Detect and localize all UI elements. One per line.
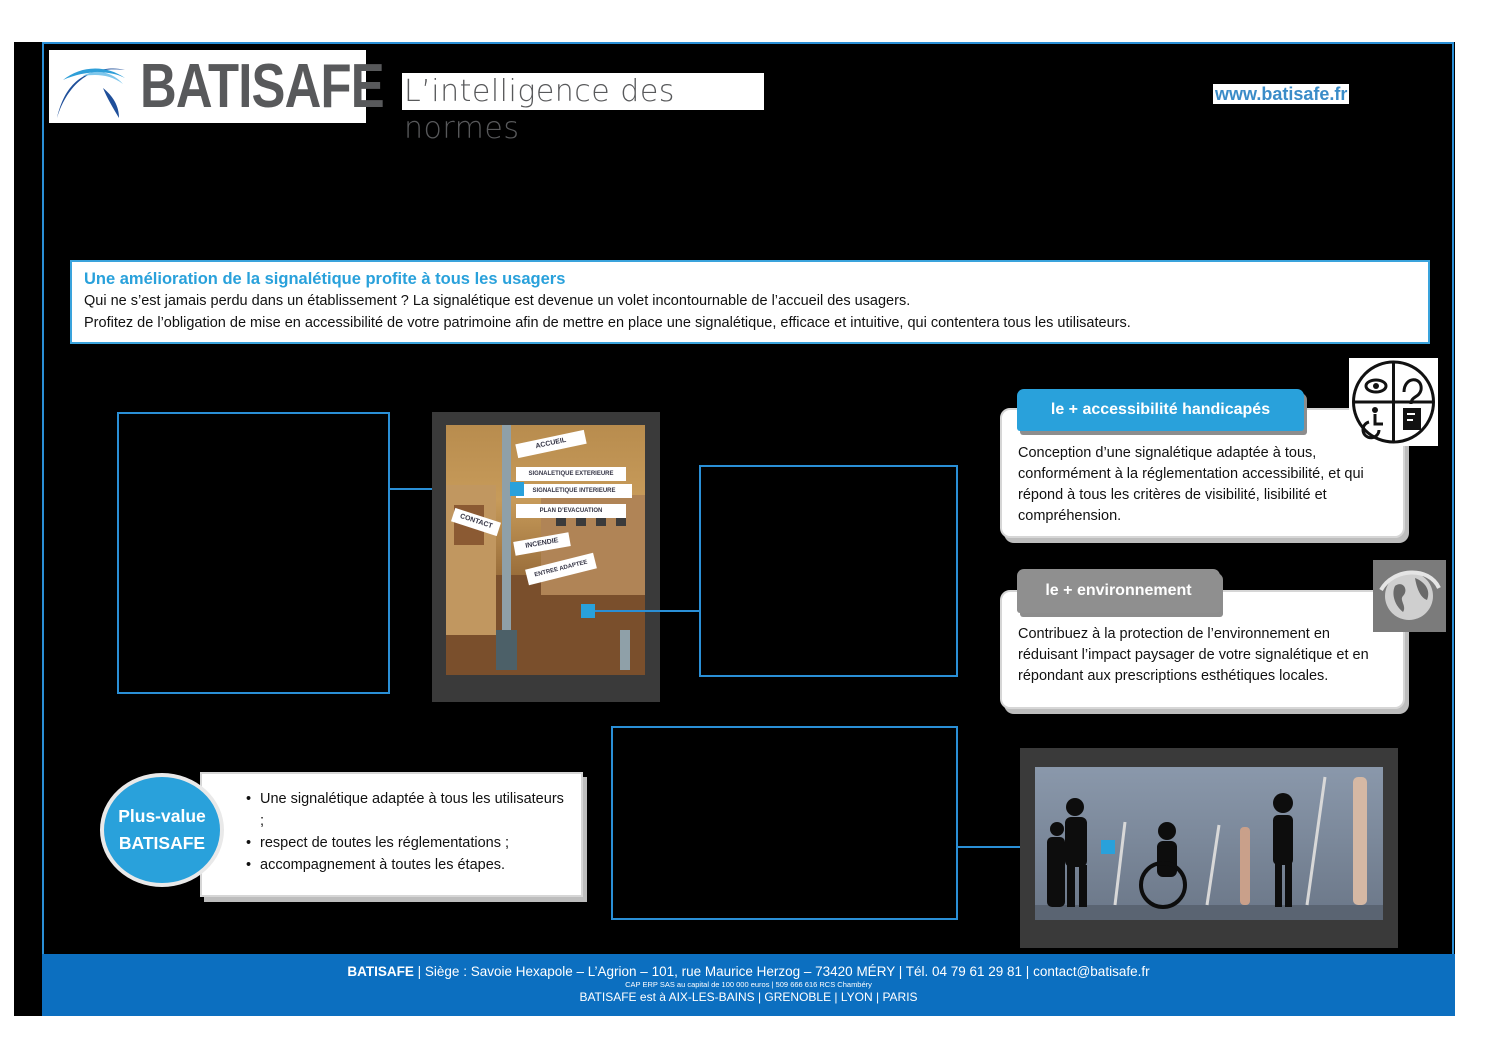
list-item: • respect de toutes les réglementations ; — [246, 832, 566, 854]
list-item: • Une signalétique adaptée à tous les utilisateurs ; — [246, 788, 566, 832]
silhouettes-photo — [1035, 767, 1383, 920]
environment-text: Contribuez à la protection de l’environnement en réduisant l’impact paysager de votre signalétique et en répondant aux prescriptions esthétiques locales. — [1018, 626, 1369, 684]
sign-entree-adaptee: ENTREE ADAPTEE — [525, 553, 597, 585]
marker-square — [1101, 840, 1115, 854]
sign-accueil: ACCUEIL — [515, 430, 586, 458]
connector-line — [595, 610, 700, 612]
globe-icon — [1373, 560, 1446, 632]
tagline: L’intelligence des normes — [402, 73, 764, 110]
tab-environment[interactable]: le + environnement — [1017, 569, 1220, 613]
logo-text: BATISAFE — [140, 52, 384, 121]
intro-line-2: Profitez de l’obligation de mise en accessibilité de votre patrimoine afin de mettre en place une signalétique, efficace et intuitive, qui contentera tous les utilisateurs. — [84, 315, 1131, 331]
sign-signaletique-exterieure: SIGNALETIQUE EXTERIEURE — [516, 467, 626, 481]
image-placeholder-middle — [699, 465, 958, 677]
intro-line-1: Qui ne s’est jamais perdu dans un établissement ? La signalétique est devenue un volet incontournable de l’accueil des usagers. — [84, 293, 911, 309]
plus-value-line1: Plus-value — [118, 806, 206, 826]
plus-value-list — [246, 788, 566, 876]
intro-box — [70, 260, 1430, 344]
marker-square — [581, 604, 595, 618]
marker-square — [510, 482, 524, 496]
silhouettes-illustration — [1035, 767, 1383, 920]
plus-value-badge — [100, 773, 224, 887]
website-link[interactable]: www.batisafe.fr — [1215, 84, 1348, 104]
logo[interactable] — [49, 50, 384, 123]
sign-incendie: INCENDIE — [513, 532, 571, 556]
accessibility-text: Conception d’une signalétique adaptée à tous, conformément à la réglementation accessibilité, et qui répond à tous les critères de visibilité, lisibilité et compréhension. — [1018, 445, 1364, 524]
image-placeholder-bottom — [611, 726, 958, 920]
footer-address: | Siège : Savoie Hexapole – L’Agrion – 101, rue Maurice Herzog – 73420 MÉRY | Tél. 04 79 61 29 81 | contact@batisafe.fr — [413, 964, 1150, 979]
plus-value-line2: BATISAFE — [118, 833, 206, 853]
list-item: • accompagnement à toutes les étapes. — [246, 854, 566, 876]
sign-contact: CONTACT — [451, 508, 501, 536]
signpost-photo — [446, 425, 645, 675]
sign-signaletique-interieure: SIGNALETIQUE INTERIEURE — [516, 484, 632, 498]
footer-line-2: CAP ERP SAS au capital de 100 000 euros | 509 666 616 RCS Chambéry — [625, 980, 872, 989]
footer — [42, 954, 1455, 1016]
footer-line-3: BATISAFE est à AIX-LES-BAINS | GRENOBLE | LYON | PARIS — [579, 990, 918, 1004]
sign-plan-evacuation: PLAN D’EVACUATION — [516, 504, 626, 518]
accessibility-icons — [1349, 358, 1438, 446]
footer-line-1 — [42, 954, 1455, 980]
footer-company: BATISAFE — [347, 964, 414, 979]
tab-accessibility[interactable]: le + accessibilité handicapés — [1017, 389, 1304, 431]
image-placeholder-left — [117, 412, 390, 694]
batisafe-logo-icon — [55, 58, 127, 120]
intro-title: Une amélioration de la signalétique profite à tous les usagers — [84, 270, 566, 288]
